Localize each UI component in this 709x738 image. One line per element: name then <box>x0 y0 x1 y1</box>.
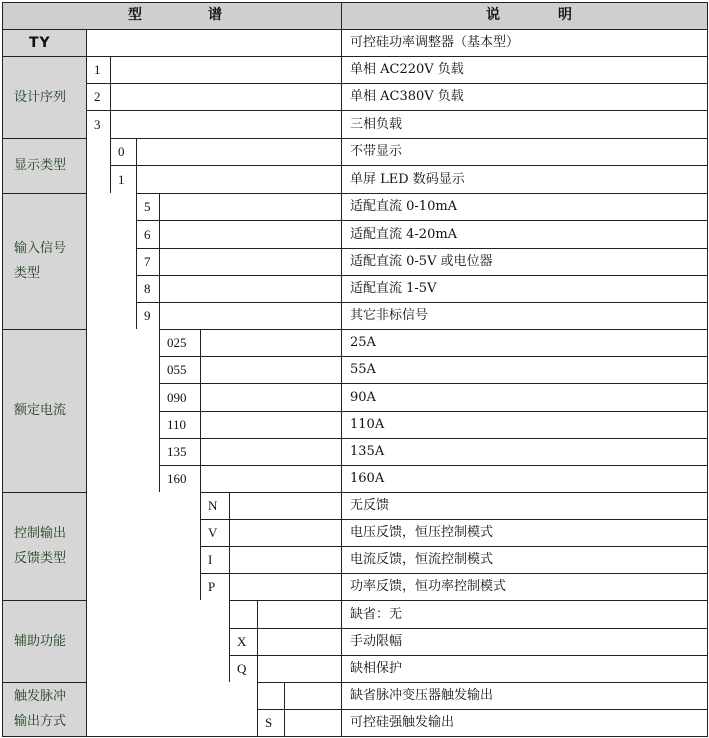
group-label: 反馈类型 <box>14 551 67 566</box>
code-cell: 135 <box>167 444 187 459</box>
code-cell: 3 <box>94 117 101 132</box>
code-cell: S <box>265 715 273 730</box>
description-cell: 功率反馈，恒功率控制模式 <box>350 579 507 594</box>
code-cell: 090 <box>167 390 187 405</box>
description-cell: 适配直流 1-5V <box>350 281 437 296</box>
group-label: 设计序列 <box>14 90 67 105</box>
code-cell: 1 <box>94 62 101 77</box>
description-cell: 适配直流 0-5V 或电位器 <box>350 254 493 269</box>
description-cell: 160A <box>350 471 385 486</box>
series-prefix-description: 可控硅功率调整器（基本型） <box>350 35 520 50</box>
code-cell: 5 <box>144 199 151 214</box>
code-cell: Q <box>237 661 247 676</box>
description-cell: 可控硅强触发输出 <box>350 715 455 730</box>
code-cell: 0 <box>118 144 125 159</box>
description-cell: 无反馈 <box>350 498 390 513</box>
group-label: 辅助功能 <box>14 634 67 649</box>
description-cell: 适配直流 0-10mA <box>350 199 458 214</box>
header-model-label: 型谱 <box>128 7 288 23</box>
description-cell: 55A <box>350 362 376 377</box>
code-cell: 9 <box>144 308 151 323</box>
code-cell: 055 <box>167 362 187 377</box>
group-label: 输出方式 <box>14 714 67 729</box>
description-cell: 电压反馈，恒压控制模式 <box>350 525 494 540</box>
description-cell: 单相 AC380V 负载 <box>350 89 464 104</box>
description-cell: 缺相保护 <box>350 661 403 676</box>
group-label: 触发脉冲 <box>14 689 67 704</box>
code-cell: 1 <box>118 172 125 187</box>
group-label: 类型 <box>14 266 41 281</box>
description-cell: 电流反馈，恒流控制模式 <box>350 552 494 567</box>
code-cell: 7 <box>144 254 151 269</box>
code-cell: V <box>208 525 218 540</box>
code-cell: 160 <box>167 471 187 486</box>
description-cell: 135A <box>350 444 385 459</box>
header-description-label: 说明 <box>486 7 630 23</box>
code-cell: 6 <box>144 227 151 242</box>
description-cell: 单屏 LED 数码显示 <box>350 172 465 187</box>
group-label: 显示类型 <box>14 158 67 173</box>
code-cell: 025 <box>167 335 187 350</box>
code-cell: 110 <box>167 417 187 432</box>
code-cell: P <box>208 579 216 594</box>
group-label: 控制输出 <box>14 526 67 541</box>
description-cell: 缺省：无 <box>350 607 403 622</box>
group-label: 额定电流 <box>14 403 67 418</box>
description-cell: 90A <box>350 390 376 405</box>
code-cell: 2 <box>94 89 101 104</box>
description-cell: 缺省脉冲变压器触发输出 <box>350 688 494 703</box>
description-cell: 单相 AC220V 负载 <box>350 62 464 77</box>
series-prefix-code: TY <box>29 35 51 51</box>
description-cell: 其它非标信号 <box>350 308 429 323</box>
description-cell: 适配直流 4-20mA <box>350 227 458 242</box>
group-label: 输入信号 <box>14 241 67 256</box>
description-cell: 25A <box>350 335 376 350</box>
description-cell: 110A <box>350 417 385 432</box>
code-cell: I <box>208 552 213 567</box>
code-cell: 8 <box>144 281 151 296</box>
description-cell: 三相负载 <box>350 117 403 132</box>
code-cell: X <box>237 634 247 649</box>
code-cell: N <box>208 498 218 513</box>
description-cell: 不带显示 <box>350 144 403 159</box>
description-cell: 手动限幅 <box>350 634 403 649</box>
